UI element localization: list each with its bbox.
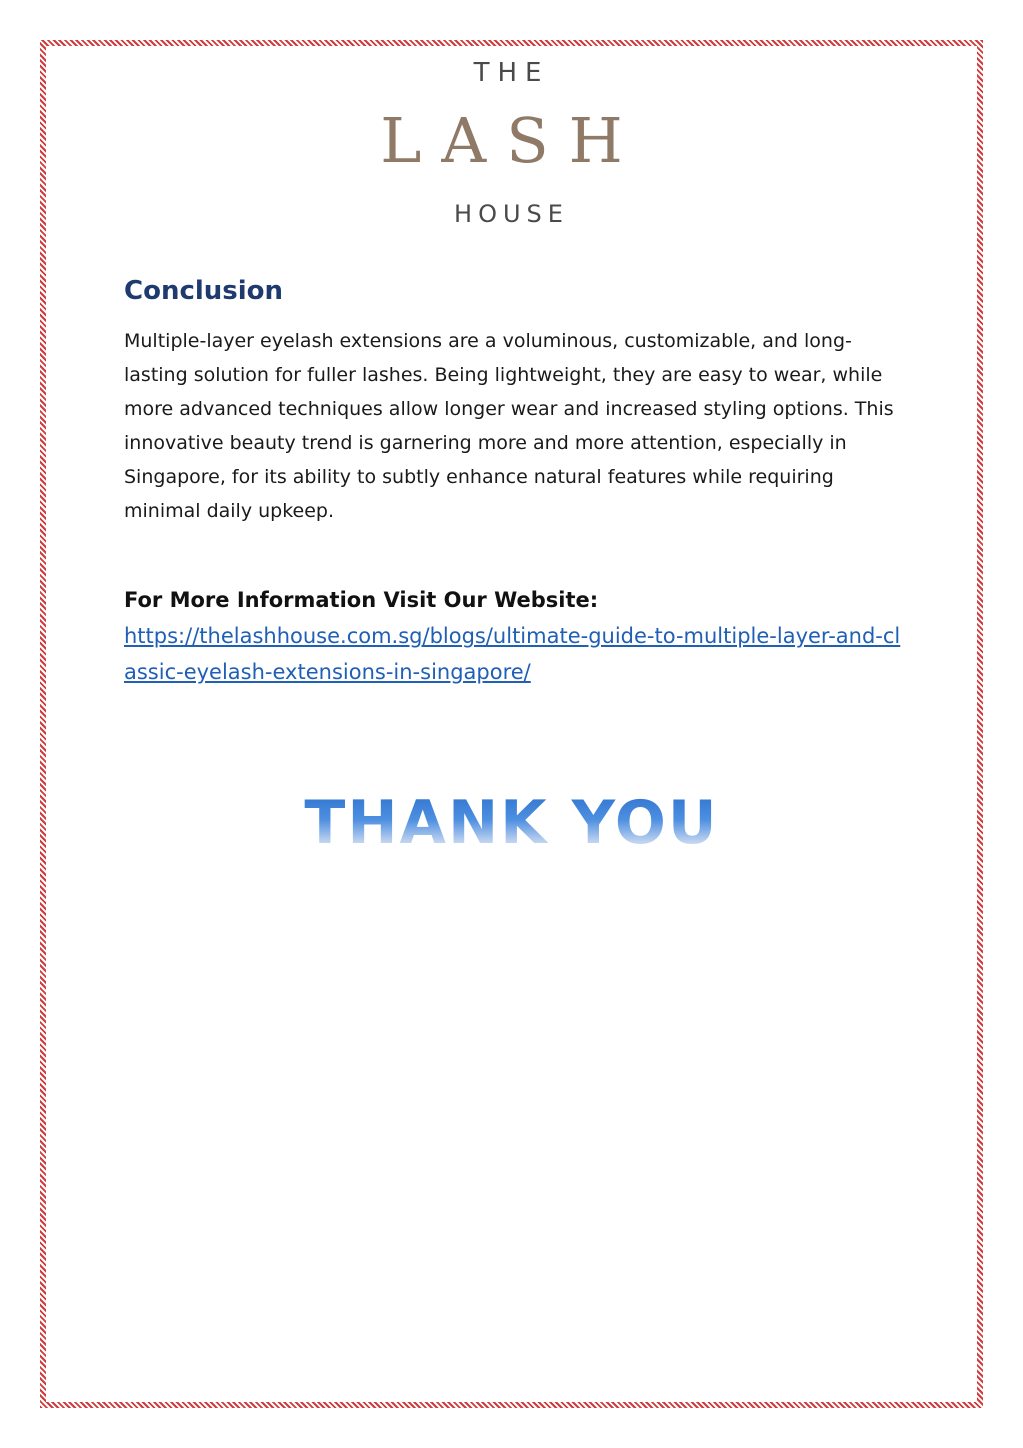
logo-the-text: THE — [473, 58, 550, 88]
main-content — [124, 276, 904, 690]
more-info-label: For More Information Visit Our Website: — [124, 588, 599, 612]
website-link[interactable]: https://thelashhouse.com.sg/blogs/ultimate-guide-to-multiple-layer-and-classic-eyelash-extensions-in-singapore/ — [124, 624, 901, 684]
page-border — [40, 40, 983, 1408]
brand-logo — [0, 52, 1023, 232]
thank-you-banner: THANK YOU — [0, 788, 1023, 858]
logo-lash-text: LASH — [380, 104, 643, 177]
logo-house-text: HOUSE — [454, 200, 569, 228]
conclusion-heading: Conclusion — [124, 276, 284, 306]
conclusion-paragraph: Multiple-layer eyelash extensions are a voluminous, customizable, and long-lasting solution for fuller lashes. Being lightweight, they are easy to wear, while more advanced techniques allow longer wear and increased styling options. This innovative beauty trend is garnering more and more attention, especially in Singapore, for its ability to subtly enhance natural features while requiring minimal daily upkeep. — [124, 330, 894, 522]
